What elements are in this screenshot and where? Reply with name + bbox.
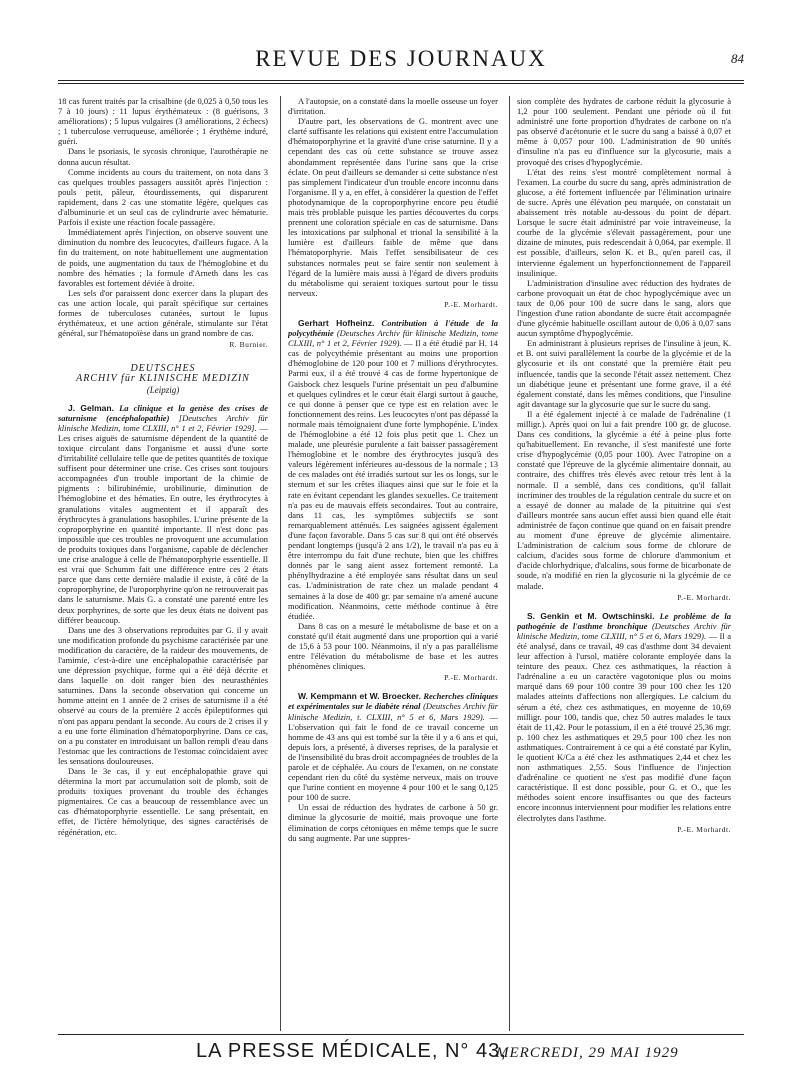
article-author: Gerhart Hofheinz. [298, 317, 375, 328]
paragraph: En administrant à plusieurs reprises de l'insuline à jeun, K. et B. ont suivi parallèlement la courbe de la glycémie et de la glycosurie et ils ont constaté que la première était peu influencée, tandis que la seconde l'était assez nettement. Chez un diabétique jeune et présentant une forme grave, il a été également constaté, dans les mêmes conditions, que l'insuline agit davantage sur la glycosurie que sur le sucre du sang. [517, 338, 731, 409]
signature: P.-E. Morhardt. [444, 299, 498, 309]
article-author: S. Genkin et M. Owtschinski. [527, 610, 655, 621]
section-subheading: ARCHIV für KLINISCHE MEDIZIN [76, 373, 250, 385]
footer-date: MERCREDI, 29 MAI 1929 [496, 1045, 679, 1061]
article-title: Recherches cliniques et expérimentales sur le diabète rénal [288, 691, 498, 712]
section-city: (Leipzig) [146, 384, 180, 395]
article-title: Contribution à l'étude de la polycythémie [288, 317, 498, 339]
page-number: 84 [731, 51, 744, 66]
footer-rule [58, 1034, 744, 1035]
article-author: W. Kempmann et W. Broecker. [298, 691, 421, 702]
article-title: La clinique et la genèse des crises de saturnisme (encéphalopathie) [58, 402, 268, 423]
column-1 [58, 96, 268, 1031]
header-rule-1 [58, 80, 744, 81]
signature: P.-E. Morhardt. [677, 592, 731, 602]
journal-section-title: REVUE DES JOURNAUX [255, 46, 547, 71]
signature: R. Burnier. [229, 340, 268, 350]
article-paragraph [288, 318, 498, 621]
article-reference: (Deutsches Archiv für klinische Medizin, t. CLXIII, n° 5 et 6, Mars 1929). [288, 701, 498, 722]
paragraph: 18 cas furent traités par la crisalbine (de 0,025 à 0,50 tous les 7 à 10 jours) : 11 lupus érythémateux : (8 guérisons, 3 améliorations) ; 5 lupus vulgaires (3 améliorations, 2 échecs) ; 1 tuberculose verruqueuse, améliorée ; 1 érythème induré, guéri. [58, 96, 268, 147]
article-reference: (Deutsches Archiv für klinische Medizin, tome CLXIII, n° 1 et 2, Février 1929). [288, 328, 498, 349]
paragraph: Dans le psoriasis, le sycosis chronique, l'aurothérapie ne donna aucun résultat. [58, 146, 268, 167]
paragraph: sion complète des hydrates de carbone réduit la glycosurie à 1,2 pour 100 seulement. Pendant une période où il fut administré une forte proportion d'hydrates de carbone on n'a pas observé d'acétonurie et le sucre du sang a baissé à 0,07 et même à 0,057 pour 100. L'administration de 90 unités d'insuline n'a pas eu d'influence sur la glycosurie, mais a provoqué des crises d'hypoglycémie. [517, 96, 731, 167]
paragraph: Un essai de réduction des hydrates de carbone à 50 gr. diminue la glycosurie de moitié, mais provoque une forte élimination de corps cétoniques en même temps que le sucre du sang augmente. Par une suppres- [288, 802, 498, 843]
paragraph: Immédiatement après l'injection, on observe souvent une diminution du nombre des leucocytes, d'ailleurs fugace. A la fin du traitement, on note habituellement une augmentation de poids, une augmentation du taux de l'hémoglobine et du nombre des hématies ; la formule d'Arneth dans les cas favorables est fortement déviée à droite. [58, 227, 268, 288]
article-author: J. Gelman. [68, 402, 114, 413]
paragraph: Dans le 3e cas, il y eut encéphalopathie grave qui détermina la mort par accumulation soit de plomb, soit de produits toxiques provenant du trouble des échanges pigmentaires. Ce cas a beaucoup de ressemblance avec un cas d'hématoporphyrie essentielle. Le sang présentait, en effet, de l'ictère hémolytique, des signes caractérisés de régénération, etc. [58, 766, 268, 837]
paragraph: Dans une des 3 observations reproduites par G. il y avait une modification profonde du psychisme caractérisée par une modification du caractère, de la raideur des mouvements, de l'amimie, c'est-à-dire une encéphalopathie caractérisée par une dépression psychique, forme qui a été déjà décrite et dans laquelle on doit ranger bien des neurasthénies saturnines. Dans la seconde observation qui concerne un homme atteint en 1 année de 2 crises de saturnisme il a été observé au cours de la première 2 accès épileptiformes qui n'ont pas apparu pendant la seconde. Au cours de 2 crises il y a eu une forte élimination d'hématoporphyrine. Dans ce cas, on a pu constater en introduisant un ballon rempli d'eau dans l'estomac que les contractions de l'estomac coïncidaient avec les sensations douloureuses. [58, 624, 268, 766]
header-rule-2 [58, 83, 744, 84]
article-text: — Les crises aiguës de saturnisme dépendent de la quantité de toxique circulant dans l'organisme et aussi d'une sorte d'irritabilité cellulaire telle que de petites quantités de toxique suffisent pour déterminer une crise. Ces crises sont toujours accompagnées d'un trouble important de la chimie de pigments : bilirubinémie, urobilinurie, diminution de l'hémoglobine et des hématies. En outre, les érythrocytes à granulations vitales augmentent et il apparaît des érythrocytes à granulations basophiles. L'urine présente de la coproporphyrine en quantité importante. Il n'est donc pas impossible que ces troubles ne provoquent une accumulation de produits toxiques dans l'organisme, capable de déclencher une crise analogue à celle de l'hématoporphyrie essentielle. Il est vrai que Schumm fait une différence entre ces 2 états parce que dans cette dernière maladie il existe, à côté de la coproporphyrine, de l'uroporphyrine qu'on ne retrouverait pas dans le saturnisme. Mais G. a constaté une parenté entre les deux porphyrines, de sorte que les deux états ne doivent pas différer beaucoup. [58, 422, 268, 625]
article-text: — Il a été étudié par H. 14 cas de polycythémie présentant au moins une proportion d'hémoglobine de 120 pour 100 et 7 millions d'érythrocytes. Parmi eux, il a été trouvé 4 cas de forme hypertonique de Gaisbock chez lesquels l'urine présentait un peu d'albumine et quelques cylindres et le cœur était élargi surtout à gauche, ce qui donne à penser que ce type est en relation avec le fonctionnement des reins. Les leucocytes n'ont pas dépassé la normale mais témoignaient d'une forte lymphopénie. L'index de l'hémoglobine a été 12 fois plus petit que 1. Chez un malade, une pleurésie purulente a fait baisser passagèrement l'hémoglobine et le nombre des érythrocytes jusqu'à des valeurs légèrement inférieures au-dessous de la normale ; 13 de ces malades ont été irradiés surtout sur les os longs, sur le sternum et sur les crêtes iliaques ainsi que sur le foie et la rate en évitant cependant les glandes sexuelles. Ce traitement n'a pas eu de mauvais effets secondaires. Tout au contraire, dans 11 cas, les symptômes subjectifs se sont remarquablement atténués. Les saignées agissent également d'une façon favorable. Dans 5 cas sur 8 qui ont été observés pendant longtemps (jusqu'à 2 ans 1/2), le travail n'a pas eu à être interrompu du fait d'une rechute, bien que les chiffres donnés par le sang aient assez fortement remonté. La phénylhydrazine a été employée sans résultat dans un seul cas. L'administration de rate chez un malade pendant 4 semaines à la dose de 400 gr. par semaine n'a amené aucune modification. Néanmoins, cette méthode continue à être étudiée. [288, 338, 498, 621]
article-text: — L'observation qui fait le fond de ce travail concerne un homme de 43 ans qui est tombé sur la tête il y a 6 ans et qui, depuis lors, a présenté, à diverses reprises, de la paralysie et de l'insensibilité du bras droit accompagnées de troubles de la parole et de céphalée. Au cours de l'examen, on ne constate cependant rien du côté du système nerveux, mais on trouve que l'urine contient en moyenne 4 pour 100 et le sang 0,125 pour 100 de sucre. [288, 711, 498, 803]
article-paragraph [58, 403, 268, 625]
column-2 [288, 96, 498, 1031]
section-heading: DEUTSCHES [130, 363, 196, 375]
article-reference: [Deutsches Archiv für klinische Medizin, tome CLXIII, n° 1 et 2, Février 1929]. [58, 412, 268, 433]
running-header [58, 44, 744, 78]
paragraph: A l'autopsie, on a constaté dans la moelle osseuse un foyer d'irritation. [288, 96, 498, 117]
footer-journal: LA PRESSE MÉDICALE, N° 43, [196, 1040, 507, 1062]
signature: P.-E. Morhardt. [677, 824, 731, 834]
paragraph: Les sels d'or paraissent donc exercer dans la plupart des cas une action locale, qui paraît spécifique sur certaines formes de tuberculoses cutanées, surtout le lupus érythémateux, et une action générale, stimulante sur l'état général, sur l'hématopoïèse dans un grand nombre de cas. [58, 287, 268, 339]
paragraph: L'administration d'insuline avec réduction des hydrates de carbone provoquait un état de choc hypoglycémique avec un taux de 0,06 pour 100 de sucre dans le sang, alors que l'ingestion d'une ration abondante de sucre était accompagnée d'une glycémie habituelle oscillant autour de 0,06 à 0,07 sans aucun symptôme d'hypoglycémie. [517, 277, 731, 339]
paragraph: Comme incidents au cours du traitement, on nota dans 3 cas quelques troubles passagers aussitôt après l'injection : pouls petit, pâleur, étourdissements, qui disparurent rapidement, dans 2 cas une stomatite légère, quelques cas d'albuminurie et un seul cas de cylindrurie avec hématurie. Parfois il existe une réaction focale passagère. [58, 166, 268, 228]
column-divider-2 [509, 96, 510, 1031]
running-footer [58, 1040, 744, 1070]
article-reference: (Deutsches Archiv für klinische Medizin, tome CLXIII, n° 5 et 6, Mars 1929). [517, 620, 731, 641]
article-text: — Il a été analysé, dans ce travail, 49 cas d'asthme dont 34 devaient leur affection à l'ursol, matière colorante employée dans la teinture des peaux. Chez ces asthmatiques, la réaction à l'adrénaline a eu un caractère vagotonique plus ou moins marqué dans 69 pour 100 contre 39 pour 100 chez les 120 malades atteints d'affections non allergiques. Le calcium du sérum a été, chez ces asthmatiques, en moyenne de 10,69 milligr. pour 100, tandis que, chez 50 autres malades le taux était de 11,42. Pour le potassium, il en a été trouvé 25,36 mgr. p. 100 chez les asthmatiques et 29,5 pour 100 chez les non asthmatiques. Contrairement à ce qui a été constaté par Kylin, le quotient K/Ca a été chez les asthmatiques 2,44 et chez les non asthmatiques 2,55. Sous l'influence de l'injection d'adrénaline ce quotient ne s'est pas modifié d'une façon caractéristique. Il est donc possible, pour G. et O., que les méthodes soient encore insuffisantes ou que des facteurs encore inconnus interviennent pour modifier les relations entre électrolytes dans l'asthme. [517, 630, 731, 823]
article-paragraph [517, 611, 731, 823]
paragraph: L'état des reins s'est montré complètement normal à l'examen. La courbe du sucre du sang, après administration de glucose, a été fortement influencée par l'élimination urinaire de sucre. Après une élévation peu marquée, on constatait un abaissement très notable au-dessous du point de départ. Lorsque le sucre était administré par voie intraveineuse, la courbe de la glycémie s'élevait passagèrement, pour une dizaine de minutes, puis redescendait à 0,064, par exemple. Il est possible, d'ailleurs, selon K. et B., qu'en pareil cas, il intervienne également un hyperfonctionnement de l'appareil insulinique. [517, 166, 731, 278]
article-title: Le problème de la pathogénie de l'asthme bronchique [517, 610, 731, 631]
article-paragraph [288, 691, 498, 802]
column-3 [517, 96, 731, 1031]
signature: P.-E. Morhardt. [444, 673, 498, 683]
paragraph: Il a été également injecté à ce malade de l'adrénaline (1 milligr.). Après quoi on lui a fait prendre 100 gr. de glucose. Dans ces conditions, la glycémie a été à peine plus forte qu'habituellement. En revanche, il s'est manifesté une forte crise d'hypoglycémie (0,05 pour 100). Avec l'atropine on a constaté que l'épreuve de la glycémie alimentaire donnait, au contraire, des chiffres très élevés avec retour très lent à la normale. Il a semblé, dans ces conditions, qu'il fallait incriminer des troubles de la régulation centrale du sucre et on a essayé de donner au malade de la pituitrine qui s'est d'ailleurs montrée sans aucun effet aussi bien quand elle était administrée de façon continue que quand on en faisait prendre au moment d'une épreuve de glycémie alimentaire. L'administration de calcium sous forme de chlorure de calcium, d'acides sous forme de chlorure d'ammonium et d'acide chlorhydrique, d'alcalins, sous forme de bicarbonate de soude, n'a modifié en rien la glycosurie ni la glycémie de ce malade. [517, 408, 731, 591]
paragraph: Dans 8 cas on a mesuré le métabolisme de base et on a constaté qu'il était augmenté dans une proportion qui a varié de 15,6 à 53 pour 100. Néanmoins, il n'y a pas parallélisme entre l'élévation du métabolisme de base et les autres phénomènes cliniques. [288, 620, 498, 672]
paragraph: D'autre part, les observations de G. montrent avec une clarté suffisante les relations qui existent entre l'accumulation d'hématoporphyrine et la gravité d'une crise saturnine. Il y a cependant des cas où cette substance se trouve assez abondamment représentée dans l'urine sans que la crise éclate. On peut d'ailleurs se demander si cette substance n'est pas simplement l'indicateur d'un trouble encore inconnu dans l'organisme. Il y a, en effet, à considérer la question de l'effet photodynamique de la coproporphyrine encore peu étudié mais très problable puisque les parties découvertes du corps prennent une coloration spéciale en cas de saturnisme. Dans les intoxications par sulphonal et trional la sensibilité à la lumière est d'ailleurs faible de même que dans l'hématoporphyrie. Mais l'effet sensibilisateur de ces substances normales peut se faire sentir non seulement à l'égard de la lumière mais aussi à l'égard de divers produits du métabolisme qui seraient toxiques surtout pour le tissu nerveux. [288, 116, 498, 298]
column-divider-1 [280, 96, 281, 1031]
